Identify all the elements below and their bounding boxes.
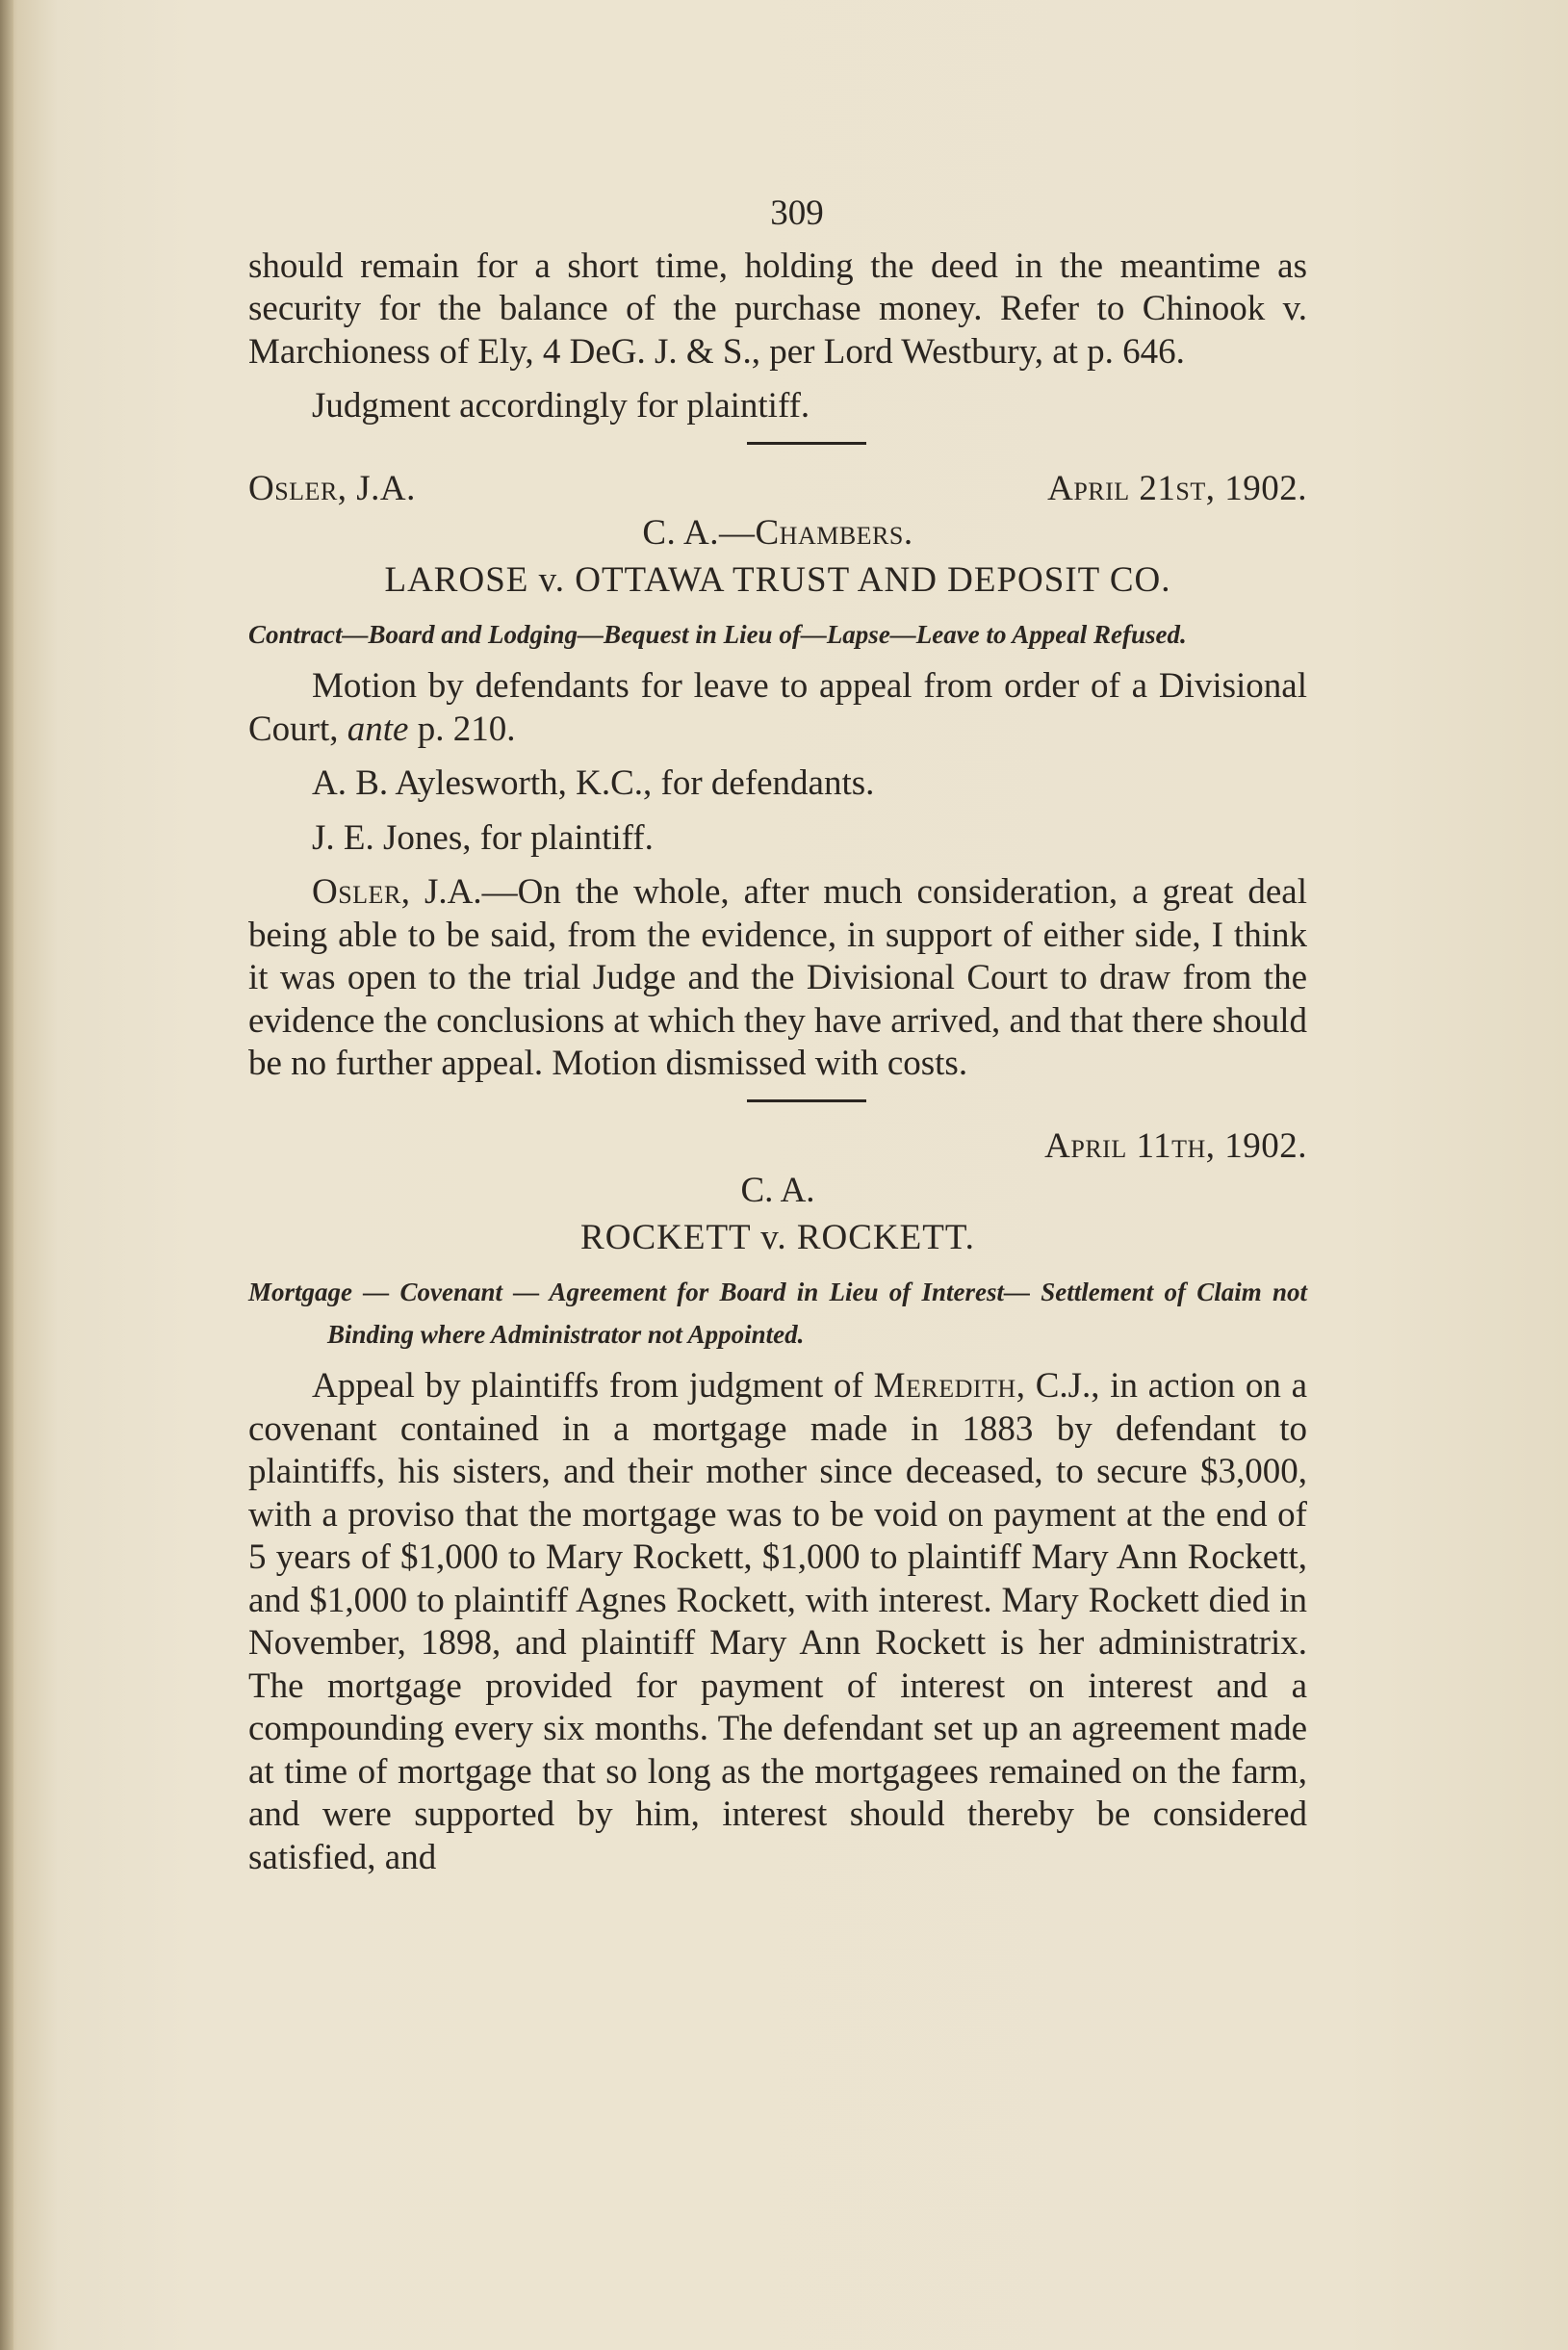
section-divider bbox=[747, 1099, 866, 1102]
court-name: C. A.—Chambers. bbox=[642, 513, 913, 553]
case-title: ROCKETT v. ROCKETT. bbox=[580, 1217, 975, 1257]
decision-date: April 11th, 1902. bbox=[1044, 1125, 1307, 1166]
judgment-line: Judgment accordingly for plaintiff. bbox=[312, 386, 810, 426]
page-content bbox=[248, 193, 1307, 1879]
appeal-paragraph: Appeal by plaintiffs from judgment of Meredith, C.J., in action on a covenant contained in a mortgage made in 1883 by defendant to plaintiffs, his sisters, and their mother since deceased, to secure $3,000, with a proviso that the mortgage was to be void on payment at the end of 5 years of $1,000 to Mary Rockett, $1,000 to plaintiff Mary Ann Rockett, and $1,000 to plaintiff Agnes Rockett, with interest. Mary Rockett died in November, 1898, and plaintiff Mary Ann Rockett is her administratrix. The mortgage provided for payment of interest on interest and a compounding every six months. The defendant set up an agreement made at time of mortgage that so long as the mortgagees remained on the farm, and were supported by him, interest should thereby be considered satisfied, and bbox=[248, 1366, 1308, 1877]
section-divider bbox=[747, 442, 866, 445]
case-title: LAROSE v. OTTAWA TRUST AND DEPOSIT CO. bbox=[384, 559, 1171, 600]
case-headnote: Contract—Board and Lodging—Bequest in Lieu of—Lapse—Leave to Appeal Refused. bbox=[248, 620, 1187, 649]
opinion-paragraph: Osler, J.A.—On the whole, after much consideration, a great deal being able to be said, from the evidence, in support of either side, I think it was open to the trial Judge and the Divisional Court to draw from the evidence the conclusions at which they have arrived, and that there should be no further appeal. Motion dismissed with costs. bbox=[248, 872, 1307, 1083]
continued-paragraph: should remain for a short time, holding the deed in the meantime as security for the balance of the purchase money. Refer to Chinook v. Marchioness of Ely, 4 DeG. J. & S., per Lord Westbury, at p. 646. bbox=[248, 245, 1307, 372]
counsel-plaintiff: J. E. Jones, for plaintiff. bbox=[312, 817, 654, 858]
page-gutter-shadow bbox=[0, 0, 13, 2350]
motion-paragraph: Motion by defendants for leave to appeal from order of a Divisional Court, ante p. 210. bbox=[248, 666, 1307, 749]
page-number: 309 bbox=[770, 194, 824, 233]
judge-name: Osler, J.A. bbox=[248, 468, 416, 508]
case-larose bbox=[248, 468, 1307, 1086]
decision-date: April 21st, 1902. bbox=[1047, 468, 1307, 508]
case-headnote: Mortgage — Covenant — Agreement for Board in Lieu of Interest— Settlement of Claim not Binding where Administrator not Appointed. bbox=[248, 1278, 1307, 1349]
case-rockett bbox=[248, 1125, 1307, 1880]
court-name: C. A. bbox=[740, 1171, 815, 1210]
case-dateline bbox=[248, 468, 1307, 511]
counsel-defendants: A. B. Aylesworth, K.C., for defendants. bbox=[312, 763, 875, 803]
